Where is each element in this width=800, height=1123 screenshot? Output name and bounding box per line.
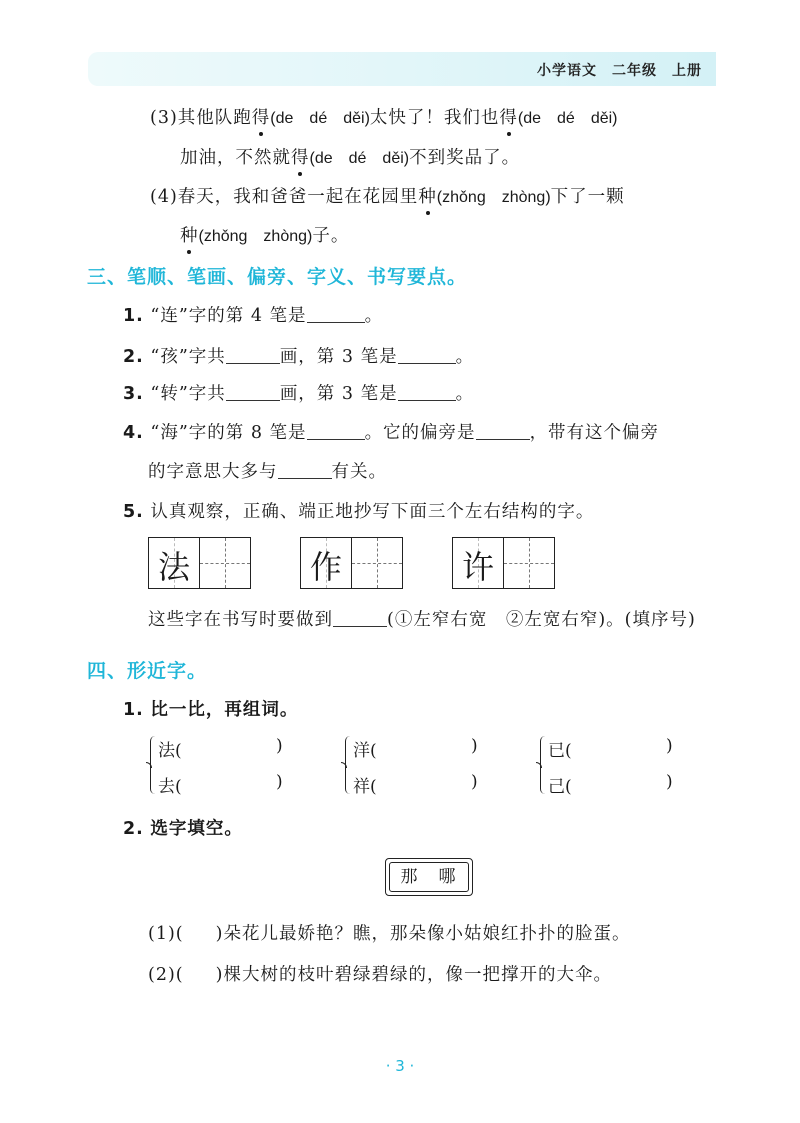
model-char: 作 [309, 548, 342, 586]
q3-line2: 加油，不然就得(de dé děi)不到奖品了。 [180, 144, 520, 169]
answer-blank[interactable] [333, 610, 387, 627]
answer-blank[interactable] [476, 423, 530, 440]
pinyin-choice[interactable]: (zhǒng zhòng) [198, 228, 313, 245]
writing-grid-zuo [300, 537, 403, 589]
s3-q3: 3. “转”字共 画，第 3 笔是 。 [123, 384, 475, 404]
writing-grid-fa [148, 537, 251, 589]
brace [150, 736, 157, 794]
s4-q1: 1. 比一比，再组词。 [123, 700, 299, 720]
char-pair-1: 法( ) 去( ) [150, 734, 280, 798]
s3-q5-follow: 这些字在书写时要做到 (①左窄右宽 ②左宽右窄)。(填序号) [148, 610, 696, 630]
writing-cell[interactable] [504, 538, 554, 588]
char-pair-3: 已( ) 己( ) [540, 734, 670, 798]
answer-blank[interactable] [398, 384, 456, 401]
s3-q5: 5. 认真观察，正确、端正地抄写下面三个左右结构的字。 [123, 502, 595, 522]
s4-sentence-1: (1)( )朵花儿最娇艳？瞧，那朵像小姑娘红扑扑的脸蛋。 [148, 924, 631, 944]
s3-q1: 1. “连”字的第 4 笔是 。 [123, 306, 384, 326]
section4-title: 四、形近字。 [87, 660, 208, 682]
brace [540, 736, 547, 794]
answer-blank[interactable] [307, 306, 365, 323]
header-bar [88, 52, 716, 86]
s4-q2: 2. 选字填空。 [123, 819, 243, 839]
q4-line1: (4)春天，我和爸爸一起在花园里种(zhǒng zhòng)下了一颗 [150, 183, 625, 208]
brace [345, 736, 352, 794]
pinyin-choice[interactable]: (de dé děi) [517, 110, 618, 127]
s4-sentence-2: (2)( )棵大树的枝叶碧绿碧绿的，像一把撑开的大伞。 [148, 965, 612, 985]
writing-grid-xu [452, 537, 555, 589]
answer-blank[interactable] [226, 384, 280, 401]
answer-blank[interactable] [398, 347, 456, 364]
q4-line2: 种(zhǒng zhòng)子。 [180, 222, 349, 247]
q3-line1: (3)其他队跑得(de dé děi)太快了！我们也得(de dé děi) [150, 104, 618, 129]
pinyin-choice[interactable]: (de dé děi) [309, 150, 410, 167]
writing-cell[interactable] [352, 538, 402, 588]
s3-q4-line2: 的字意思大多与 有关。 [148, 462, 387, 482]
word-choice-box: 那 哪 [385, 858, 473, 896]
pinyin-choice[interactable]: (de dé děi) [270, 110, 370, 127]
s3-q2: 2. “孩”字共 画，第 3 笔是 。 [123, 347, 475, 367]
answer-blank[interactable] [307, 423, 365, 440]
section3-title: 三、笔顺、笔画、偏旁、字义、书写要点。 [87, 266, 468, 288]
book-title: 小学语文 二年级 上册 [537, 63, 702, 79]
page-number: · 3 · [385, 1057, 415, 1075]
answer-blank[interactable] [278, 462, 332, 479]
char-pair-2: 洋( ) 祥( ) [345, 734, 475, 798]
s3-q4-line1: 4. “海”字的第 8 笔是 。它的偏旁是 ，带有这个偏旁 [123, 423, 660, 443]
pinyin-choice[interactable]: (zhǒng zhòng) [436, 189, 551, 206]
writing-cell[interactable] [200, 538, 250, 588]
model-char: 许 [461, 548, 494, 586]
model-char: 法 [157, 548, 190, 586]
answer-blank[interactable] [226, 347, 280, 364]
